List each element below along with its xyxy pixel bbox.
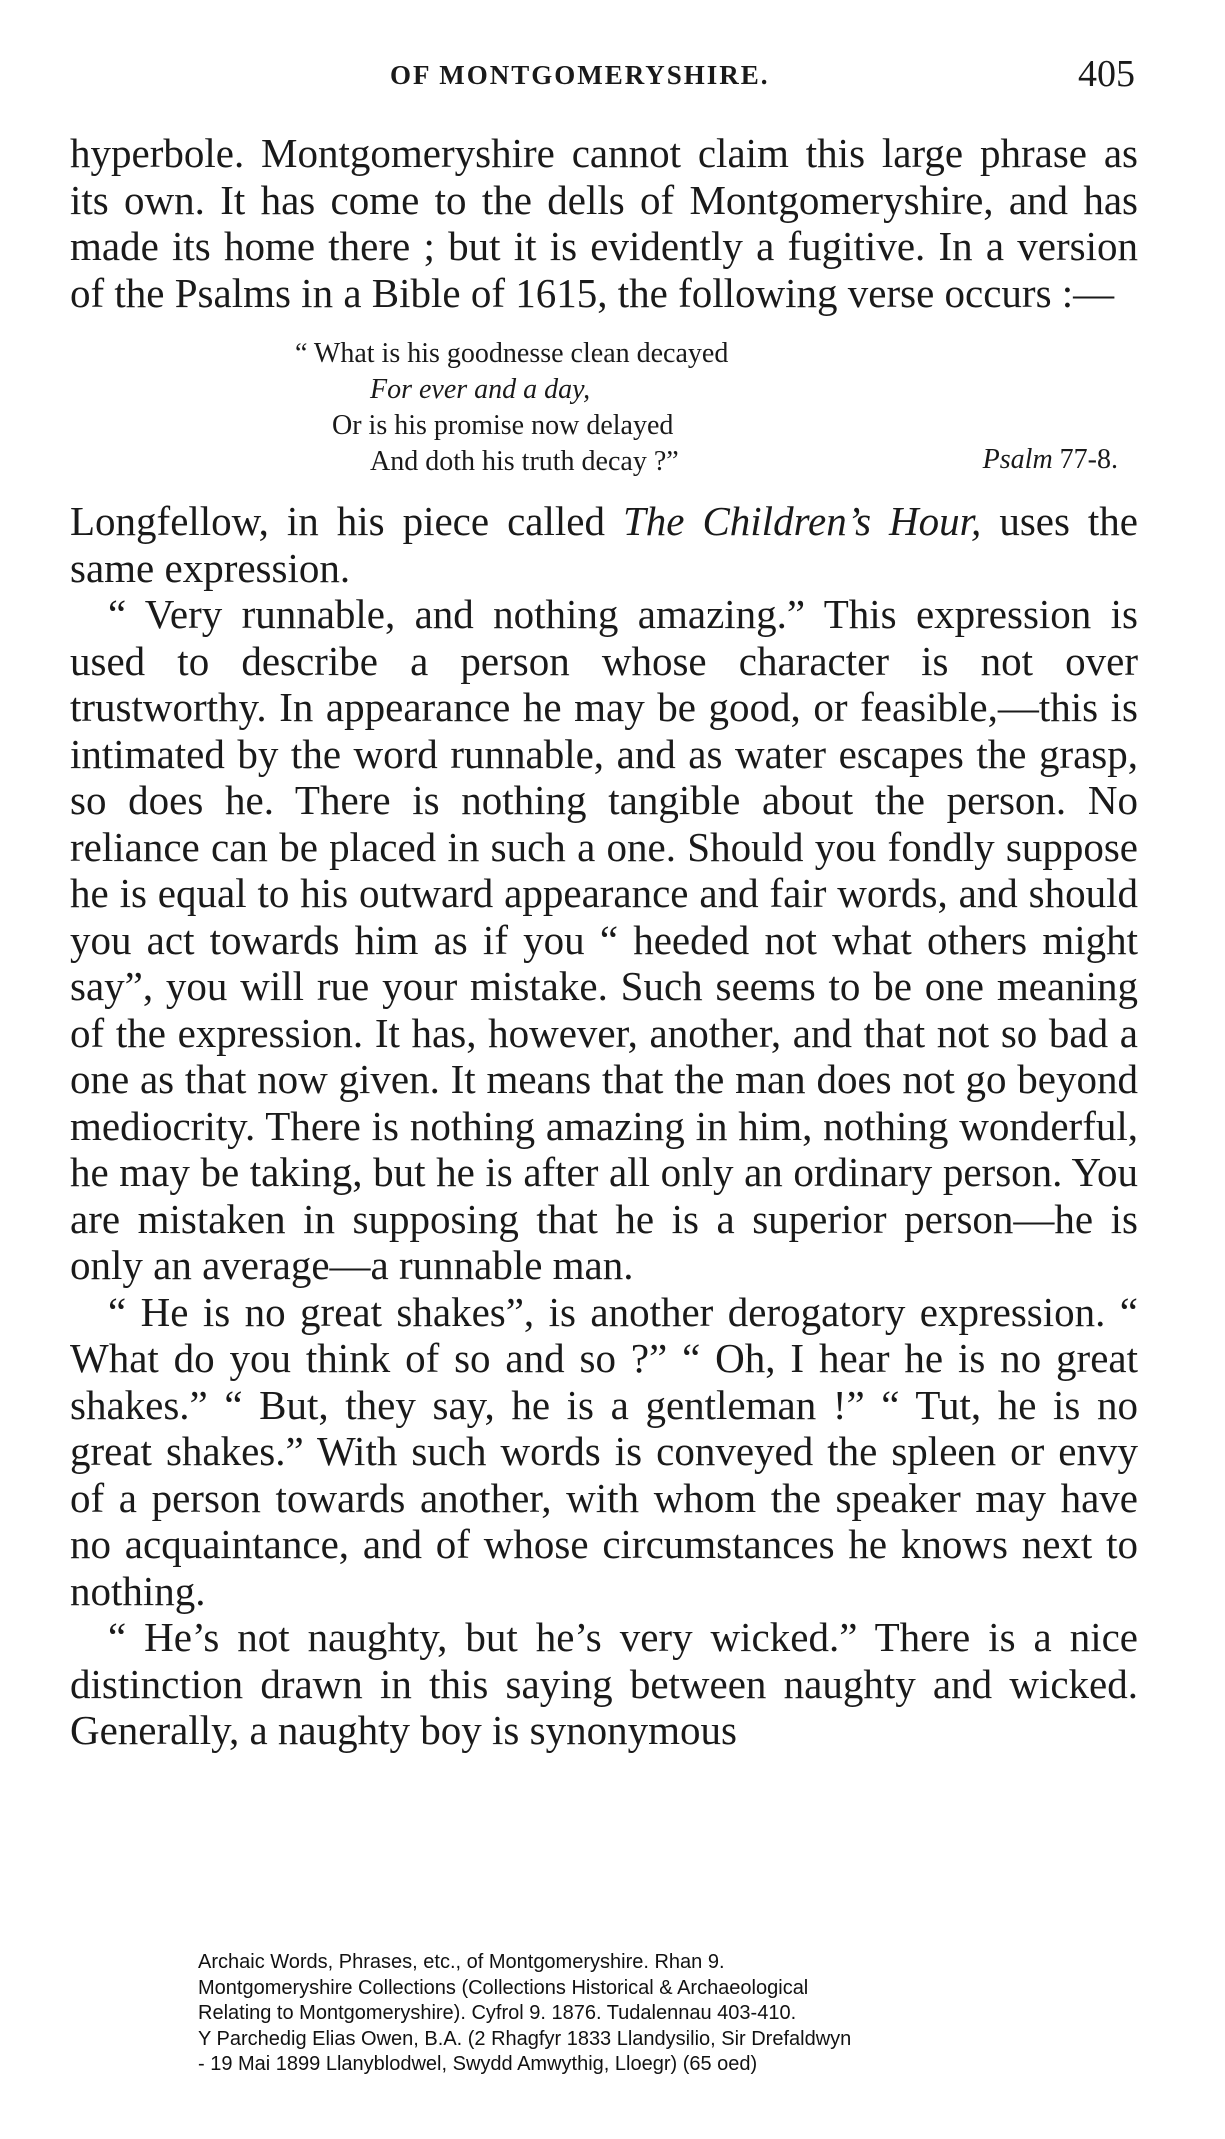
longfellow-title: The Children’s Hour,	[622, 498, 982, 544]
running-head	[0, 52, 1225, 102]
caption-line-2: Montgomeryshire Collections (Collections Historical & Archaeological	[198, 1976, 809, 1999]
verse-line-2: For ever and a day,	[370, 374, 591, 405]
body-text	[70, 130, 1138, 1754]
caption-line-5: - 19 Mai 1899 Llanyblodwel, Swydd Amwythig, Lloegr) (65 oed)	[198, 2053, 758, 2075]
verse-line-1: “ What is his goodnesse clean decayed	[295, 338, 729, 369]
citation-title: Psalm	[982, 444, 1053, 475]
verse-citation	[983, 442, 1118, 478]
source-caption	[198, 1950, 1158, 2078]
running-title: OF MONTGOMERYSHIRE.	[390, 60, 770, 90]
page-number: 405	[1078, 53, 1135, 95]
verse-line-4: And doth his truth decay ?”	[370, 446, 679, 477]
paragraph-naughty: “ He’s not naughty, but he’s very wicked.” There is a nice distinction drawn in this saying between naughty and wicked. Generally, a naughty boy is synonymous	[70, 1614, 1138, 1753]
paragraph-longfellow	[70, 498, 1138, 591]
paragraph-runnable: “ Very runnable, and nothing amazing.” This expression is used to describe a person whose character is not over trustworthy. In appearance he may be good, or feasible,—this is intimated by the word runnable, and as water escapes the grasp, so does he. There is nothing tangible about the person. No reliance can be placed in such a one. Should you fondly suppose he is equal to his outward appearance and fair words, and should you act towards him as if you “ heeded not what others might say”, you will rue your mistake. Such seems to be one meaning of the expression. It has, however, another, and that not so bad a one as that now given. It means that the man does not go beyond mediocrity. There is nothing amazing in him, nothing wonderful, he may be taking, but he is after all only an ordinary person. You are mistaken in supposing that he is a superior person—he is only an average—a runnable man.	[70, 591, 1138, 1288]
verse-line-3: Or is his promise now delayed	[332, 410, 674, 441]
citation-ref: 77-8.	[1059, 444, 1118, 475]
psalm-verse	[70, 336, 1138, 480]
caption-line-3: Relating to Montgomeryshire). Cyfrol 9. 1876. Tudalennau 403-410.	[198, 2002, 797, 2024]
paragraph-hyperbole: hyperbole. Montgomeryshire cannot claim this large phrase as its own. It has come to the dells of Montgomeryshire, and has made its home there ; but it is evidently a fugitive. In a version of the Psalms in a Bible of 1615, the following verse occurs :—	[70, 130, 1138, 316]
paragraph-great-shakes: “ He is no great shakes”, is another derogatory expression. “ What do you think of so and so ?” “ Oh, I hear he is no great shakes.” “ But, they say, he is a gentleman !” “ Tut, he is no great shakes.” With such words is conveyed the spleen or envy of a person towards another, with whom the speaker may have no acquaintance, and of whose circumstances he knows next to nothing.	[70, 1288, 1138, 1614]
longfellow-end: uses the same expression.	[70, 498, 1139, 591]
caption-line-1: Archaic Words, Phrases, etc., of Montgomeryshire. Rhan 9.	[198, 1951, 725, 1973]
caption-line-4: Y Parchedig Elias Owen, B.A. (2 Rhagfyr 1833 Llandysilio, Sir Drefaldwyn	[198, 2027, 852, 2050]
longfellow-start: Longfellow, in his piece called	[70, 498, 605, 544]
